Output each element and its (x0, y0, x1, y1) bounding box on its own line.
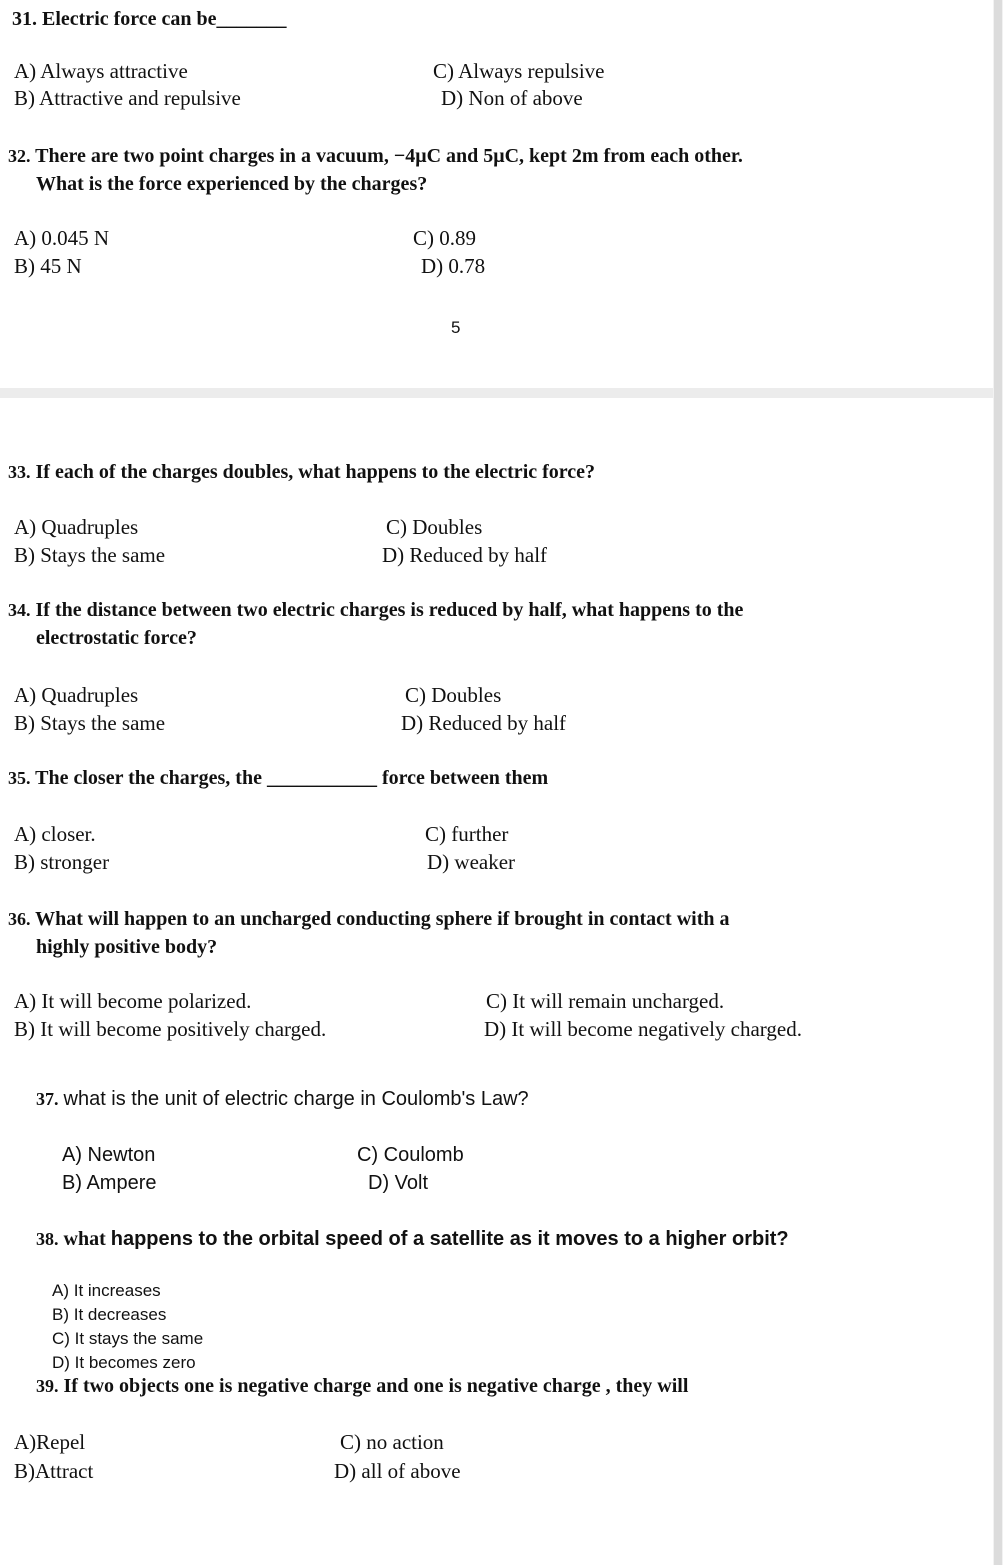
question-32 (8, 145, 743, 168)
option-d: D) all of above (334, 1459, 461, 1483)
question-text: If each of the charges doubles, what happens to the electric force? (35, 461, 596, 483)
option-a: A) Quadruples (14, 683, 139, 707)
question-text-line2: What is the force experienced by the charges? (36, 173, 428, 195)
option-a: A)Repel (14, 1430, 86, 1454)
option-c: C) Doubles (405, 683, 502, 707)
option-a: A) closer. (14, 822, 96, 846)
option-d: D) Non of above (441, 86, 583, 110)
scrollbar-thumb[interactable] (994, 0, 1002, 1565)
question-number: 35. (8, 768, 31, 788)
option-c: C) further (425, 822, 509, 846)
question-33 (8, 461, 595, 484)
question-text: Electric force can be_______ (42, 8, 287, 30)
option-b: B) Attractive and repulsive (14, 86, 241, 110)
question-31 (12, 8, 287, 31)
option-c: C) Coulomb (357, 1144, 464, 1166)
question-36 (8, 908, 730, 931)
question-text-line2: electrostatic force? (36, 627, 197, 649)
option-a: A) Quadruples (14, 515, 139, 539)
question-text: If the distance between two electric charges is reduced by half, what happens to the (35, 599, 744, 621)
option-d: D) Volt (368, 1172, 429, 1194)
question-text: The closer the charges, the ___________ force between them (35, 767, 549, 789)
question-text-line2: highly positive body? (36, 936, 218, 958)
question-number: 36. (8, 909, 31, 929)
question-number: 39. (36, 1376, 59, 1396)
vertical-scrollbar[interactable] (993, 0, 1003, 1565)
option-b: B)Attract (14, 1459, 94, 1483)
question-text: There are two point charges in a vacuum, −4μC and 5μC, kept 2m from each other. (35, 145, 743, 167)
question-number: 31. (12, 8, 37, 30)
option-c: C) It will remain uncharged. (486, 989, 725, 1013)
question-prefix: what (63, 1228, 106, 1250)
question-number: 33. (8, 462, 31, 482)
option-b: B) It decreases (52, 1305, 167, 1324)
question-text: happens to the orbital speed of a satellite as it moves to a higher orbit? (110, 1228, 789, 1250)
option-b: B) 45 N (14, 254, 82, 278)
question-38 (36, 1228, 789, 1251)
question-number: 38. (36, 1229, 59, 1249)
document-page-5 (0, 0, 993, 388)
question-34 (8, 599, 743, 622)
option-d: D) It becomes zero (52, 1353, 196, 1372)
option-b: B) It will become positively charged. (14, 1017, 327, 1041)
option-d: D) 0.78 (421, 254, 486, 278)
question-39 (36, 1375, 688, 1398)
question-text: If two objects one is negative charge and one is negative charge , they will (63, 1375, 689, 1397)
question-37 (36, 1088, 529, 1111)
option-c: C) It stays the same (52, 1329, 204, 1348)
question-text: What will happen to an uncharged conducting sphere if brought in contact with a (35, 908, 730, 930)
option-a: A) It increases (52, 1281, 161, 1300)
option-b: B) Stays the same (14, 543, 166, 567)
option-d: D) weaker (427, 850, 516, 874)
option-b: B) stronger (14, 850, 110, 874)
option-c: C) no action (340, 1430, 444, 1454)
option-a: A) Always attractive (14, 59, 188, 83)
question-number: 32. (8, 146, 31, 166)
question-text: what is the unit of electric charge in Coulomb's Law? (63, 1088, 529, 1110)
option-d: D) Reduced by half (401, 711, 567, 735)
option-a: A) 0.045 N (14, 226, 110, 250)
option-d: D) Reduced by half (382, 543, 548, 567)
option-c: C) Always repulsive (433, 59, 605, 83)
option-a: A) Newton (62, 1144, 156, 1166)
document-page-6 (0, 398, 993, 1565)
option-b: B) Ampere (62, 1172, 157, 1194)
option-d: D) It will become negatively charged. (484, 1017, 802, 1041)
option-c: C) Doubles (386, 515, 483, 539)
question-35 (8, 767, 548, 790)
option-a: A) It will become polarized. (14, 989, 252, 1013)
question-number: 34. (8, 600, 31, 620)
page-number: 5 (451, 318, 461, 337)
option-b: B) Stays the same (14, 711, 166, 735)
option-c: C) 0.89 (413, 226, 476, 250)
question-number: 37. (36, 1089, 59, 1109)
